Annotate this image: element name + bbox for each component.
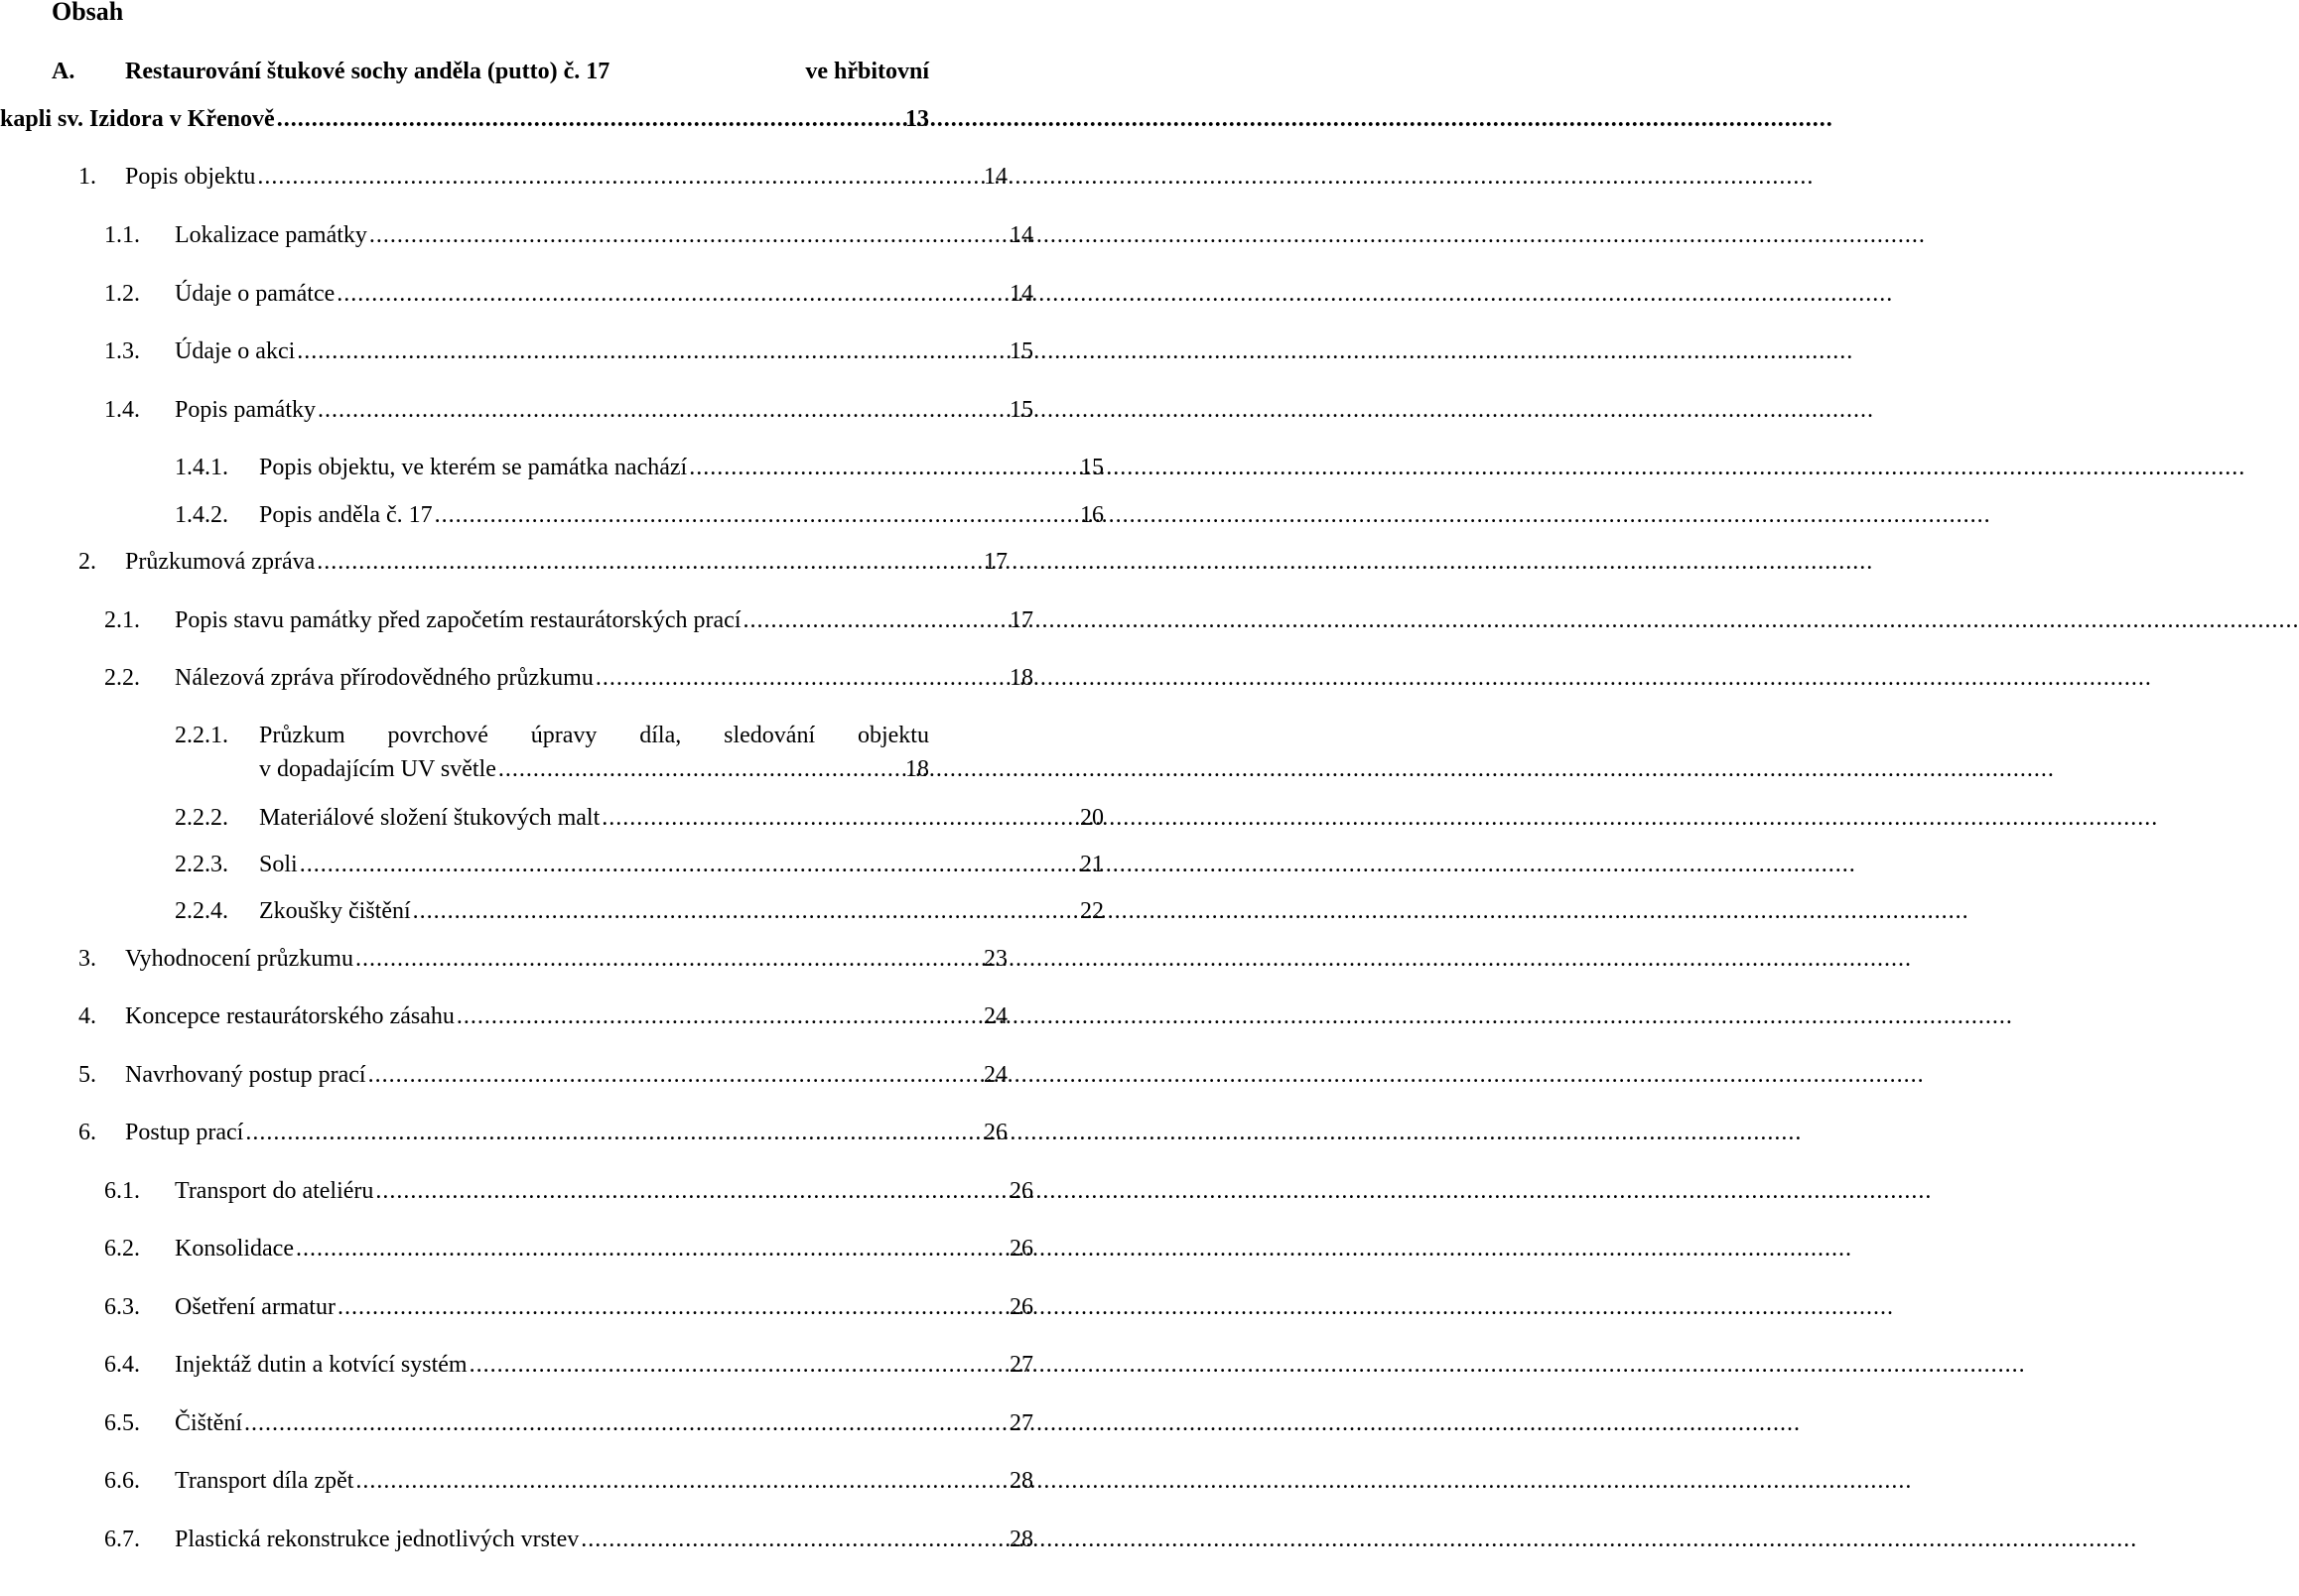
toc-entry[interactable]: [0, 1408, 1033, 1438]
toc-entry[interactable]: [0, 944, 1008, 974]
toc-entry[interactable]: [0, 1525, 1033, 1554]
toc-entry-number: 6.3.: [104, 1294, 140, 1320]
toc-entry[interactable]: [0, 500, 1104, 530]
toc-entry-number: 5.: [78, 1062, 96, 1088]
toc-entry-2-2-1-line2[interactable]: [259, 754, 929, 784]
toc-page-number: 26: [984, 1120, 1008, 1145]
toc-entry-number: A.: [52, 59, 75, 84]
toc-entry[interactable]: [0, 1060, 1008, 1090]
toc-leader-dots: [277, 104, 903, 134]
toc-entry[interactable]: [0, 220, 1033, 250]
toc-leader-dots: [296, 1234, 1008, 1264]
toc-leader-dots: [317, 547, 982, 577]
toc-entry-number: 1.2.: [104, 281, 140, 307]
toc-leader-dots: [498, 754, 903, 784]
toc-entry-title: Čištění: [175, 1410, 243, 1436]
toc-entry[interactable]: [0, 1176, 1033, 1206]
toc-entry-number: 2.2.1.: [175, 723, 228, 748]
toc-entry-title: Navrhovaný postup prací: [125, 1062, 366, 1088]
toc-entry-number: 1.3.: [104, 338, 140, 364]
toc-entry-number: 6.4.: [104, 1352, 140, 1378]
toc-entry-word: úpravy: [530, 723, 598, 748]
toc-entry-title: Materiálové složení štukových malt: [259, 805, 601, 831]
toc-entry-title: Injektáž dutin a kotvící systém: [175, 1352, 468, 1378]
toc-entry-number: 2.2.: [104, 665, 140, 691]
toc-leader-dots: [375, 1176, 1008, 1206]
toc-page-number: 26: [1010, 1294, 1033, 1320]
toc-entry-title: Popis stavu památky před započetím restaurátorských prací: [175, 607, 742, 633]
toc-page-number: 27: [1010, 1410, 1033, 1436]
toc-leader-dots: [337, 279, 1008, 309]
toc-page-number: 14: [984, 164, 1008, 190]
toc-entry-number: 1.1.: [104, 222, 140, 248]
toc-page-number: 28: [1010, 1527, 1033, 1552]
toc-entry-title: Popis památky: [175, 397, 316, 423]
toc-entry-number: 2.2.2.: [175, 805, 228, 831]
toc-page-number: 24: [984, 1003, 1008, 1029]
toc-entry-number: 1.4.1.: [175, 455, 228, 480]
toc-page-number: 26: [1010, 1236, 1033, 1262]
toc-entry-word: povrchové: [387, 723, 488, 748]
toc-entry-number: 2.2.4.: [175, 898, 228, 924]
toc-entry-title: Konsolidace: [175, 1236, 294, 1262]
toc-entry-title: Postup prací: [125, 1120, 244, 1145]
toc-leader-dots: [581, 1525, 1008, 1554]
toc-entry[interactable]: [0, 336, 1033, 366]
toc-entry-title: Zkoušky čištění: [259, 898, 411, 924]
toc-leader-dots: [413, 896, 1078, 926]
toc-leader-dots: [338, 1292, 1008, 1322]
toc-leader-dots: [300, 850, 1078, 879]
toc-entry[interactable]: [0, 1001, 1008, 1031]
toc-entry[interactable]: [0, 663, 1033, 693]
toc-page-number: 22: [1080, 898, 1104, 924]
toc-leader-dots: [297, 336, 1008, 366]
toc-entry[interactable]: [0, 1234, 1033, 1264]
toc-leader-dots: [257, 162, 982, 192]
toc-entry-title: Koncepce restaurátorského zásahu: [125, 1003, 455, 1029]
toc-leader-dots: [355, 944, 982, 974]
toc-entry[interactable]: [0, 1350, 1033, 1380]
toc-page-number: 15: [1010, 338, 1033, 364]
toc-page-number: 26: [1010, 1178, 1033, 1204]
toc-leader-dots: [457, 1001, 982, 1031]
toc-entry-title: Lokalizace památky: [175, 222, 367, 248]
toc-page-number: 21: [1080, 852, 1104, 877]
toc-entry-word: Průzkum: [259, 723, 345, 748]
toc-leader-dots: [602, 803, 1078, 833]
toc-entry-title: Transport díla zpět: [175, 1468, 354, 1494]
toc-entry-title: Soli: [259, 852, 298, 877]
toc-entry-number: 6.1.: [104, 1178, 140, 1204]
toc-entry-number: 6.7.: [104, 1527, 140, 1552]
toc-leader-dots: [435, 500, 1078, 530]
toc-entry[interactable]: [0, 453, 1104, 482]
toc-leader-dots: [743, 605, 1008, 635]
toc-entry-number: 1.4.2.: [175, 502, 228, 528]
toc-leader-dots: [689, 453, 1078, 482]
toc-leader-dots: [369, 220, 1008, 250]
toc-page-number: 27: [1010, 1352, 1033, 1378]
toc-leader-dots: [244, 1408, 1008, 1438]
toc-entry[interactable]: [0, 162, 1008, 192]
toc-page-number: 24: [984, 1062, 1008, 1088]
toc-page-number: 14: [1010, 222, 1033, 248]
toc-entry-number: 6.5.: [104, 1410, 140, 1436]
toc-leader-dots: [596, 663, 1008, 693]
toc-leader-dots: [355, 1466, 1008, 1496]
toc-entry-title: Vyhodnocení průzkumu: [125, 946, 353, 972]
toc-entry-title: Restaurování štukové sochy anděla (putto) č. 17: [125, 59, 610, 84]
toc-page-number: 18: [1010, 665, 1033, 691]
toc-entry-title: Údaje o památce: [175, 281, 336, 307]
toc-entry-title: Ošetření armatur: [175, 1294, 336, 1320]
toc-page-number: 15: [1010, 397, 1033, 423]
toc-entry-number: 2.2.3.: [175, 852, 228, 877]
toc-entry[interactable]: [0, 803, 1104, 833]
toc-entry[interactable]: [0, 547, 1008, 577]
toc-entry-title-tail: ve hřbitovní: [805, 59, 929, 84]
toc-entry-title-continued: kapli sv. Izidora v Křenově: [0, 106, 275, 132]
toc-entry[interactable]: [0, 1466, 1033, 1496]
toc-entry-number: 6.6.: [104, 1468, 140, 1494]
toc-entry[interactable]: [0, 395, 1033, 425]
toc-entry-2-2-1-line1[interactable]: [259, 721, 929, 750]
toc-entry-title: Popis anděla č. 17: [259, 502, 433, 528]
toc-leader-dots: [470, 1350, 1008, 1380]
toc-entry[interactable]: [0, 1118, 1008, 1147]
toc-entry-title: Nálezová zpráva přírodovědného průzkumu: [175, 665, 594, 691]
toc-entry-number: 6.2.: [104, 1236, 140, 1262]
toc-entry-title-continued: v dopadajícím UV světle: [259, 756, 496, 782]
toc-entry[interactable]: [0, 279, 1033, 309]
toc-entry-number: 6.: [78, 1120, 96, 1145]
toc-entry-title: Plastická rekonstrukce jednotlivých vrstev: [175, 1527, 580, 1552]
toc-leader-dots: [318, 395, 1008, 425]
toc-page-number: 15: [1080, 455, 1104, 480]
toc-entry-number: 2.1.: [104, 607, 140, 633]
toc-page-number: 18: [905, 756, 929, 782]
toc-leader-dots: [245, 1118, 982, 1147]
toc-page-number: 23: [984, 946, 1008, 972]
toc-entry-number: 4.: [78, 1003, 96, 1029]
toc-entry-a-line2[interactable]: [0, 104, 929, 134]
toc-entry-word: sledování: [724, 723, 816, 748]
toc-page-number: 28: [1010, 1468, 1033, 1494]
toc-entry-a-line1[interactable]: [52, 57, 929, 86]
toc-page-number: 17: [1010, 607, 1033, 633]
toc-page-number: 13: [905, 106, 929, 132]
toc-entry-title: Údaje o akci: [175, 338, 296, 364]
toc-leader-dots: [368, 1060, 982, 1090]
toc-entry-word: objektu: [857, 723, 929, 748]
toc-entry-number: 3.: [78, 946, 96, 972]
toc-entry[interactable]: [0, 1292, 1033, 1322]
toc-entry[interactable]: [0, 850, 1104, 879]
toc-page-number: 20: [1080, 805, 1104, 831]
toc-entry[interactable]: [0, 605, 1033, 635]
toc-heading: Obsah: [52, 0, 124, 26]
toc-page-number: 16: [1080, 502, 1104, 528]
toc-entry-number: 1.4.: [104, 397, 140, 423]
toc-entry[interactable]: [0, 896, 1104, 926]
toc-entry-number: 1.: [78, 164, 96, 190]
toc-entry-title: Transport do ateliéru: [175, 1178, 374, 1204]
toc-entry-title: Průzkumová zpráva: [125, 549, 316, 575]
toc-entry-word: díla,: [639, 723, 682, 748]
toc-page-number: 14: [1010, 281, 1033, 307]
toc-page-number: 17: [984, 549, 1008, 575]
toc-entry-title: Popis objektu: [125, 164, 256, 190]
toc-entry-number: 2.: [78, 549, 96, 575]
toc-entry-title: Popis objektu, ve kterém se památka nachází: [259, 455, 688, 480]
